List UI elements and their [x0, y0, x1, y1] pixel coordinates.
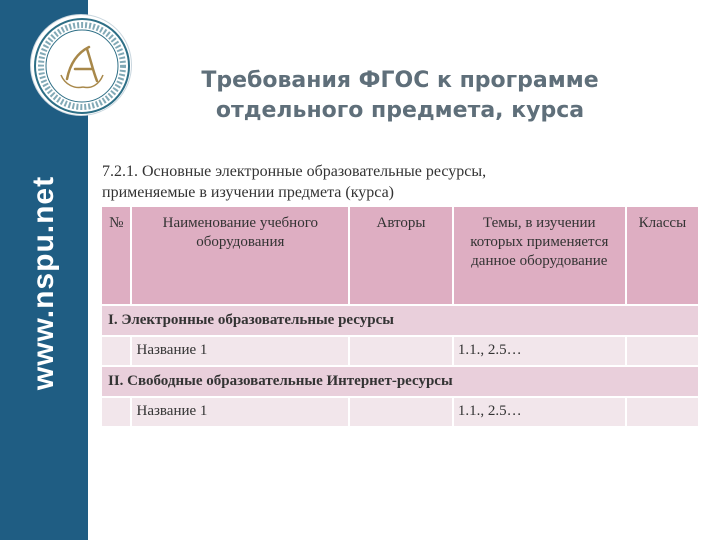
- section-title-electronic-resources: I. Электронные образовательные ресурсы: [102, 306, 698, 335]
- header-grades: Классы: [627, 207, 698, 304]
- title-line-2: отдельного предмета, курса: [215, 98, 585, 123]
- page-title: [150, 66, 650, 126]
- cell-name: Название 1: [132, 337, 348, 365]
- table-row: [102, 398, 698, 426]
- cell-authors: [350, 398, 452, 426]
- section-subtitle: [102, 161, 622, 203]
- table-section-row: [102, 306, 698, 335]
- resources-table: [100, 205, 700, 428]
- section-title-internet-resources: II. Свободные образовательные Интернет-ресурсы: [102, 367, 698, 396]
- website-url: www.nspu.net: [27, 175, 60, 391]
- subtitle-line-2: применяемые в изучении предмета (курса): [102, 184, 394, 201]
- cell-number: [102, 398, 130, 426]
- header-topics: Темы, в изучении которых применяется данное оборудование: [454, 207, 625, 304]
- header-authors: Авторы: [350, 207, 452, 304]
- table-row: [102, 337, 698, 365]
- university-logo: [30, 14, 132, 116]
- cell-number: [102, 337, 130, 365]
- cell-topics: 1.1., 2.5…: [454, 398, 625, 426]
- university-seal-icon: [31, 15, 133, 117]
- table-section-row: [102, 367, 698, 396]
- table-header-row: [102, 207, 698, 304]
- cell-grades: [627, 398, 698, 426]
- subtitle-line-1: 7.2.1. Основные электронные образовательные ресурсы,: [102, 163, 487, 180]
- header-equipment-name: Наименование учебного оборудования: [132, 207, 348, 304]
- cell-name: Название 1: [132, 398, 348, 426]
- cell-topics: 1.1., 2.5…: [454, 337, 625, 365]
- header-number: №: [102, 207, 130, 304]
- title-line-1: Требования ФГОС к программе: [201, 68, 599, 93]
- cell-grades: [627, 337, 698, 365]
- cell-authors: [350, 337, 452, 365]
